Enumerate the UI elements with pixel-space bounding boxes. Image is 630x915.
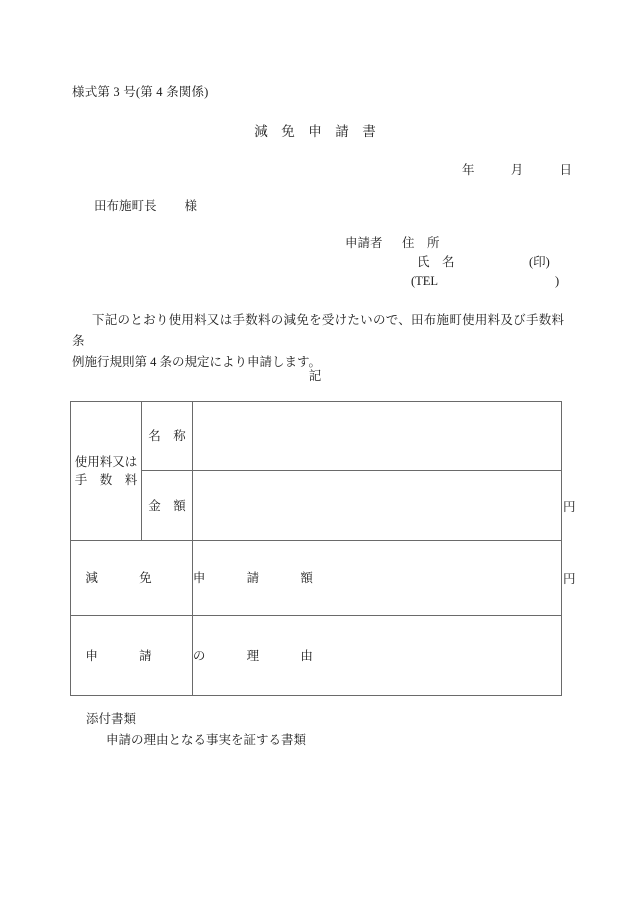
applicant-name-label: 氏 名 <box>417 255 455 269</box>
fee-group-label-line2: 手 数 料 <box>74 473 138 487</box>
amount-label-cell: 金 額 <box>142 471 193 541</box>
yen-unit-amount: 円 <box>563 499 576 514</box>
table-row-reduction-amount <box>71 541 562 616</box>
amount-value-cell[interactable] <box>193 471 576 541</box>
fee-group-label-cell <box>71 402 142 541</box>
page-title: 減 免 申 請 書 <box>254 124 376 139</box>
table-row-name <box>71 402 562 471</box>
reason-label: 申 請 の 理 由 <box>85 648 328 663</box>
reduction-amount-label-cell <box>71 541 328 616</box>
reason-label-cell <box>71 616 328 696</box>
applicant-address-label: 住 所 <box>402 236 440 250</box>
date-line <box>0 160 572 178</box>
addressee-honorific: 様 <box>184 199 198 213</box>
seal-mark: (印) <box>529 255 550 269</box>
reduction-amount-label: 減 免 申 請 額 <box>85 571 328 585</box>
addressee-name: 田布施町長 <box>94 199 157 213</box>
addressee <box>94 196 197 214</box>
attachments-section <box>86 709 306 751</box>
name-label-cell: 名 称 <box>142 402 193 471</box>
ki-marker: 記 <box>308 369 322 383</box>
attachments-item-1: 申請の理由となる事実を証する書類 <box>106 733 307 747</box>
body-paragraph <box>72 310 564 373</box>
applicant-label: 申請者 <box>345 236 383 250</box>
reason-value-cell[interactable] <box>193 616 562 696</box>
date-month-label: 月 <box>510 163 524 177</box>
applicant-tel-close: ) <box>555 274 560 288</box>
body-line-2: 例施行規則第 4 条の規定により申請します。 <box>72 355 322 369</box>
date-year-label: 年 <box>461 163 475 177</box>
body-line-1: 下記のとおり使用料又は手数料の減免を受けたいので、田布施町使用料及び手数料条 <box>72 313 564 348</box>
attachments-heading: 添付書類 <box>86 712 137 726</box>
yen-unit-reduction: 円 <box>563 572 576 586</box>
name-value-cell[interactable] <box>193 402 562 471</box>
form-number: 様式第 3 号(第 4 条関係) <box>72 85 209 99</box>
table-row-reason <box>71 616 562 696</box>
fee-group-label-line1: 使用料又は <box>74 455 138 469</box>
application-table <box>70 401 576 696</box>
table-row-amount <box>71 471 562 541</box>
reduction-amount-value-cell[interactable] <box>193 541 576 616</box>
date-day-label: 日 <box>559 163 572 177</box>
applicant-tel-label: (TEL <box>411 274 439 288</box>
